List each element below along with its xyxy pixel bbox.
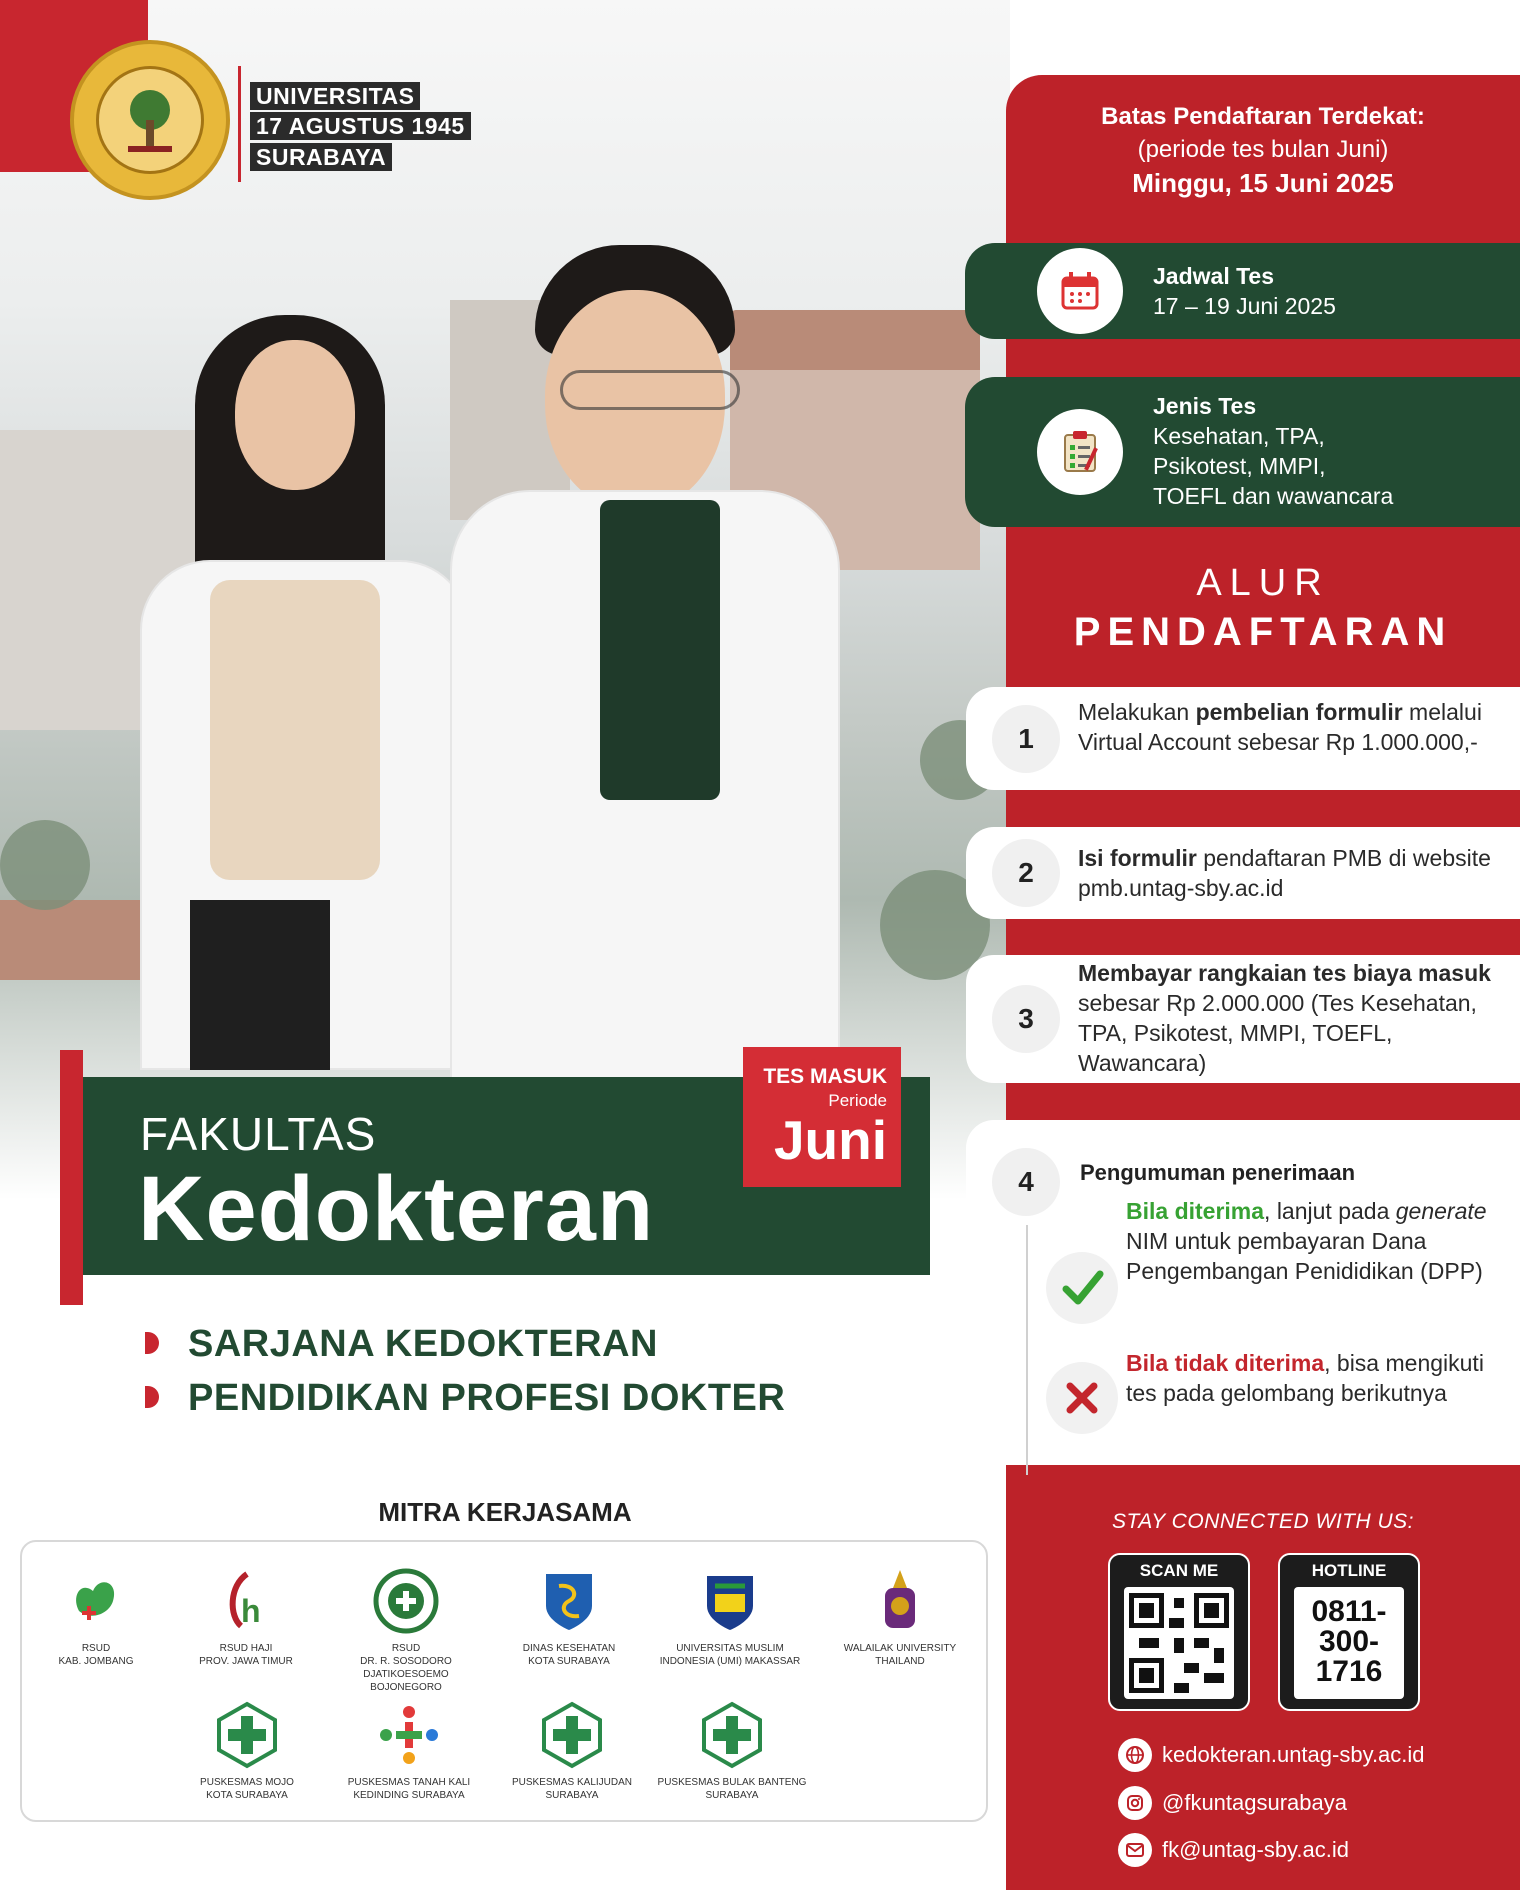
step-number: 1	[992, 705, 1060, 773]
deadline-period: (periode tes bulan Juni)	[1137, 136, 1389, 163]
partner-puskesmas-kalijudan: PUSKESMAS KALIJUDAN SURABAYA	[497, 1700, 647, 1802]
bullet-marker	[145, 1386, 159, 1408]
step-3-text: Membayar rangkaian tes biaya masuk sebesar Rp 2.000.000 (Tes Kesehatan, TPA, Psikotest, MMPI, TOEFL, Wawancara)	[1078, 960, 1491, 1076]
university-emblem-icon	[865, 1566, 935, 1636]
university-seal-logo	[70, 40, 230, 200]
faculty-banner-accent	[60, 1050, 83, 1305]
faculty-label: FAKULTAS	[140, 1108, 377, 1160]
partner-puskesmas-tanah-kali: PUSKESMAS TANAH KALI KEDINDING SURABAYA	[334, 1700, 484, 1802]
flow-step-2	[966, 827, 1520, 919]
university-crest-icon	[695, 1566, 765, 1636]
program-item-1: SARJANA KEDOKTERAN	[188, 1323, 658, 1365]
puskesmas-logo-icon	[212, 1700, 282, 1770]
flow-title-line1: ALUR	[1196, 562, 1330, 604]
partner-puskesmas-bulak-banteng: PUSKESMAS BULAK BANTENG SURABAYA	[657, 1700, 807, 1802]
step-1-text: Melakukan pembelian formulir melalui Virtual Account sebesar Rp 1.000.000,-	[1078, 699, 1482, 755]
step-number: 2	[992, 839, 1060, 907]
flow-step-1	[966, 687, 1520, 790]
hotline-label: HOTLINE	[1311, 1561, 1387, 1580]
step-2-text: Isi formulir pendaftaran PMB di website pmb.untag-sby.ac.id	[1078, 845, 1491, 901]
calendar-icon	[1037, 248, 1123, 334]
svg-text:h: h	[241, 1593, 261, 1629]
qr-code[interactable]	[1124, 1587, 1234, 1699]
schedule-dates: 17 – 19 Juni 2025	[1153, 293, 1336, 319]
tree	[0, 820, 90, 910]
step-number: 3	[992, 985, 1060, 1053]
faculty-name: Kedokteran	[138, 1158, 655, 1260]
step-4-accepted-text: Bila diterima, lanjut pada generate NIM untuk pembayaran Dana Pengembangan Penididikan (DPP)	[1126, 1198, 1487, 1284]
qr-code-card[interactable]	[1108, 1553, 1250, 1711]
partner-dinkes-surabaya: DINAS KESEHATAN KOTA SURABAYA	[494, 1566, 644, 1668]
building-roof	[730, 310, 980, 370]
university-name-line2: 17 AGUSTUS 1945	[250, 112, 471, 140]
test-types-title: Jenis Tes	[1153, 393, 1257, 419]
test-schedule-box	[965, 243, 1520, 339]
test-types-box	[965, 377, 1520, 527]
badge-line1: TES MASUK	[763, 1065, 887, 1088]
email-link[interactable]: fk@untag-sby.ac.id	[1162, 1837, 1350, 1862]
test-types-line3: TOEFL dan wawancara	[1153, 483, 1394, 509]
step-4-connector	[1026, 1225, 1028, 1475]
test-types-line1: Kesehatan, TPA,	[1153, 423, 1325, 449]
scan-me-label: SCAN ME	[1139, 1561, 1219, 1580]
hospital-logo-icon	[61, 1566, 131, 1636]
bullet-marker	[145, 1332, 159, 1354]
puskesmas-logo-icon	[697, 1700, 767, 1770]
deadline-date: Minggu, 15 Juni 2025	[1132, 168, 1394, 198]
badge-month: Juni	[773, 1109, 887, 1171]
checkmark-icon	[1046, 1252, 1118, 1324]
puskesmas-logo-icon	[374, 1700, 444, 1770]
deadline-title: Batas Pendaftaran Terdekat:	[1101, 103, 1425, 130]
hotline-card[interactable]	[1278, 1553, 1420, 1711]
building-roof-low	[0, 900, 150, 980]
hotline-number: 0811- 300- 1716	[1311, 1595, 1387, 1688]
partners-title: MITRA KERJASAMA	[378, 1497, 632, 1527]
partner-umi-makassar: UNIVERSITAS MUSLIM INDONESIA (UMI) MAKASSAR	[655, 1566, 805, 1668]
clipboard-icon	[1037, 409, 1123, 495]
test-period-badge	[743, 1047, 901, 1187]
stay-connected-label: STAY CONNECTED WITH US:	[1111, 1510, 1414, 1533]
partner-walailak: WALAILAK UNIVERSITY THAILAND	[825, 1566, 975, 1668]
hotline-number-box[interactable]	[1294, 1587, 1404, 1699]
cross-icon	[1046, 1362, 1118, 1434]
partner-puskesmas-mojo: PUSKESMAS MOJO KOTA SURABAYA	[172, 1700, 322, 1802]
registration-deadline	[1006, 100, 1520, 201]
city-crest-icon	[534, 1566, 604, 1636]
step-number: 4	[992, 1148, 1060, 1216]
program-item-2: PENDIDIKAN PROFESI DOKTER	[188, 1377, 786, 1419]
partner-rsud-haji: h RSUD HAJI PROV. JAWA TIMUR	[171, 1566, 321, 1668]
hospital-logo-icon	[211, 1566, 281, 1636]
university-name-line3: SURABAYA	[250, 143, 392, 171]
instagram-link[interactable]: @fkuntagsurabaya	[1162, 1790, 1348, 1815]
qr-code-icon	[1124, 1587, 1234, 1699]
step-4-heading: Pengumuman penerimaan	[1080, 1160, 1356, 1185]
hospital-logo-icon	[371, 1566, 441, 1636]
partner-rsud-bojonegoro: RSUD DR. R. SOSODORO DJATIKOESOEMO BOJONEGORO	[331, 1566, 481, 1694]
logo-divider	[238, 66, 241, 182]
flow-step-3	[966, 955, 1520, 1083]
badge-line2: Periode	[828, 1091, 887, 1110]
puskesmas-logo-icon	[537, 1700, 607, 1770]
schedule-title: Jadwal Tes	[1153, 263, 1275, 289]
partner-rsud-jombang: RSUD KAB. JOMBANG	[21, 1566, 171, 1668]
university-name-line1: UNIVERSITAS	[250, 82, 420, 110]
flow-title-line2: PENDAFTARAN	[1073, 610, 1453, 654]
instagram-icon	[1118, 1786, 1152, 1820]
flow-step-4	[966, 1120, 1520, 1465]
website-link[interactable]: kedokteran.untag-sby.ac.id	[1162, 1742, 1425, 1767]
email-icon	[1118, 1833, 1152, 1867]
globe-icon	[1118, 1738, 1152, 1772]
test-types-line2: Psikotest, MMPI,	[1153, 453, 1326, 479]
step-4-rejected-text: Bila tidak diterima, bisa mengikuti tes pada gelombang berikutnya	[1126, 1350, 1484, 1406]
